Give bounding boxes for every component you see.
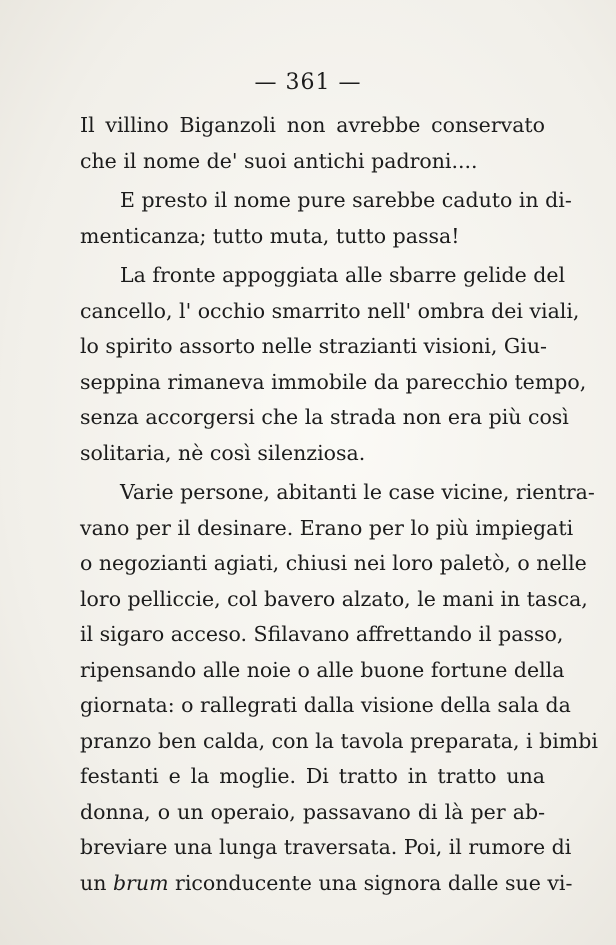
paragraph-start-line: Varie persone, abitanti le case vicine, rientra- bbox=[120, 480, 595, 504]
text-line: Il villino Biganzoli non avrebbe conservato bbox=[80, 113, 545, 137]
paragraph-start-line: La fronte appoggiata alle sbarre gelide del bbox=[120, 263, 566, 287]
text-line: breviare una lunga traversata. Poi, il rumore di bbox=[80, 835, 572, 859]
italic-word: brum bbox=[112, 870, 169, 895]
text-fragment: riconducente una signora dalle sue vi- bbox=[168, 870, 573, 895]
text-line: menticanza; tutto muta, tutto passa! bbox=[80, 223, 460, 248]
paragraph-start-line: E presto il nome pure sarebbe caduto in di- bbox=[120, 188, 572, 212]
page-number: — 361 — bbox=[254, 70, 362, 95]
text-line: che il nome de' suoi antichi padroni.... bbox=[80, 148, 478, 173]
text-line: lo spirito assorto nelle strazianti visioni, Giu- bbox=[80, 334, 547, 358]
text-line: pranzo ben calda, con la tavola preparata, i bimbi bbox=[80, 728, 598, 753]
text-line: il sigaro acceso. Sfilavano affrettando il passo, bbox=[80, 622, 564, 646]
text-line: cancello, l' occhio smarrito nell' ombra dei viali, bbox=[80, 298, 580, 323]
text-line: senza accorgersi che la strada non era più così bbox=[80, 405, 569, 429]
text-line: vano per il desinare. Erano per lo più impiegati bbox=[80, 515, 574, 540]
text-line: o negozianti agiati, chiusi nei loro paletò, o nelle bbox=[80, 551, 587, 575]
text-line: donna, o un operaio, passavano di là per ab- bbox=[80, 799, 545, 824]
text-line-last bbox=[80, 866, 573, 902]
text-line: giornata: o rallegrati dalla visione della sala da bbox=[80, 693, 571, 717]
text-line: festanti e la moglie. Di tratto in tratto una bbox=[80, 764, 545, 788]
text-line: loro pelliccie, col bavero alzato, le mani in tasca, bbox=[80, 586, 588, 611]
text-line: seppina rimaneva immobile da parecchio tempo, bbox=[80, 369, 587, 394]
text-fragment: un bbox=[80, 870, 113, 895]
body-text bbox=[80, 108, 598, 901]
text-line: ripensando alle noie o alle buone fortune della bbox=[80, 657, 565, 682]
text-line: solitaria, nè così silenziosa. bbox=[80, 440, 366, 465]
